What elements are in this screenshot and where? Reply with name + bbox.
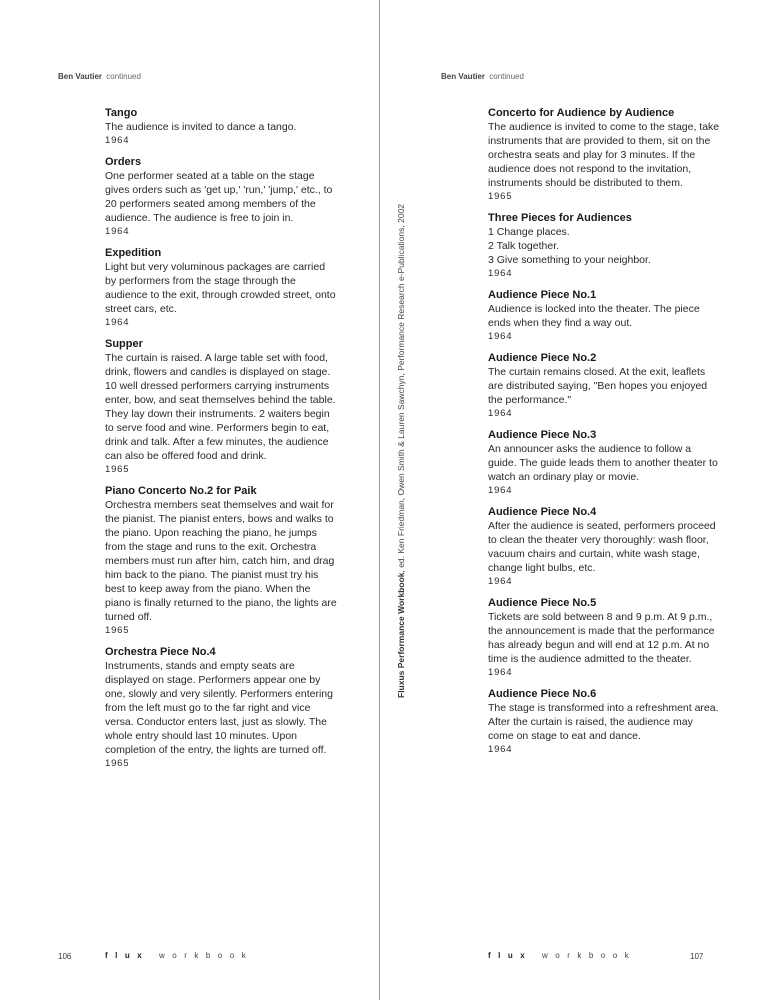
page-number-left: 106	[58, 952, 72, 961]
running-head-right	[441, 72, 524, 81]
piece-year: 1964	[488, 744, 513, 755]
brand-flux: flux	[488, 951, 533, 960]
piece-audience-1	[488, 288, 720, 343]
center-gutter-line	[379, 0, 380, 1000]
piece-title: Audience Piece No.3	[488, 429, 597, 441]
running-head-author: Ben Vautier	[441, 72, 486, 81]
piece-three-pieces	[488, 211, 720, 280]
piece-text: Orchestra members seat themselves and wait for the pianist. The pianist enters, bows and walks to the piano. Upon reaching the piano, he jumps from the stage and runs to the exit. Orchestra members must run after him, catch him, and drag him back to the piano. The pianist must try his best to keep away from the piano. When the piano is finally returned to the piano, the lights are turned off.	[105, 499, 337, 623]
piece-text: The audience is invited to come to the stage, take instruments that are provided to them, sit on the orchestra seats and play for 3 minutes. If the audience does not respond to the invitation, instruments should be distributed to them.	[488, 121, 720, 189]
piece-year: 1964	[105, 135, 130, 146]
left-page-column	[105, 106, 337, 778]
piece-text: Instruments, stands and empty seats are displayed on stage. Performers appear one by one, slowly and very silently. Performers entering from the left must go to the far right and vice versa. Conductor enters last, just as slowly. The whole entry should last 10 minutes. Upon completion of the entry, the lights are turned off.	[105, 660, 333, 756]
piece-supper	[105, 337, 337, 476]
piece-year: 1965	[105, 464, 130, 475]
piece-text: The curtain remains closed. At the exit, leaflets are distributed saying, "Ben hopes you enjoyed the performance."	[488, 366, 708, 406]
piece-line: 2 Talk together.	[488, 240, 560, 252]
spine-book-title: Fluxus Performance Workbook	[396, 572, 406, 698]
footer-brand-left	[105, 951, 253, 960]
piece-title: Orchestra Piece No.4	[105, 646, 216, 658]
piece-year: 1964	[488, 331, 513, 342]
piece-text: One performer seated at a table on the stage gives orders such as 'get up,' 'run,' 'jump,' etc., to 20 performers seated among members of the audience. The audience is free to join in.	[105, 170, 333, 224]
page-number-right: 107	[690, 952, 704, 961]
piece-text: After the audience is seated, performers proceed to clean the theater very thoroughly: wash floor, vacuum chairs and curtain, white wash stage, change light bulbs, etc.	[488, 520, 716, 574]
piece-title: Audience Piece No.5	[488, 597, 597, 609]
piece-title: Orders	[105, 156, 142, 168]
piece-audience-6	[488, 687, 720, 756]
piece-text: Audience is locked into the theater. The piece ends when they find a way out.	[488, 303, 700, 329]
piece-title: Piano Concerto No.2 for Paik	[105, 485, 257, 497]
right-page-column	[488, 106, 720, 764]
piece-audience-3	[488, 428, 720, 497]
piece-title: Audience Piece No.4	[488, 506, 597, 518]
brand-flux: flux	[105, 951, 150, 960]
piece-text: The curtain is raised. A large table set with food, drink, flowers and candles is displayed on stage. 10 well dressed performers carrying instruments enter, bow, and seat themselves behind the table. They lay down their instruments. 2 waiters begin to serve food and wine. Performers begin to eat, drink and talk. After a few minutes, the audience can also be offered food and drink.	[105, 352, 336, 462]
piece-audience-2	[488, 351, 720, 420]
spine-credits: , ed. Ken Friedman, Owen Smith & Lauren Sawchyn, Performance Research e-Publications, 2002	[396, 203, 406, 573]
piece-title: Audience Piece No.2	[488, 352, 597, 364]
spine-citation	[396, 204, 406, 698]
running-head-continued: continued	[489, 72, 524, 81]
running-head-continued: continued	[106, 72, 141, 81]
piece-year: 1964	[488, 408, 513, 419]
piece-line: 3 Give something to your neighbor.	[488, 254, 651, 266]
piece-title: Concerto for Audience by Audience	[488, 107, 675, 119]
piece-title: Audience Piece No.6	[488, 688, 597, 700]
piece-text: Light but very voluminous packages are carried by performers from the stage through the audience to the exit, through crowded street, onto street cars, etc.	[105, 261, 336, 315]
piece-text: An announcer asks the audience to follow a guide. The guide leads them to another theater to watch an ordinary play or movie.	[488, 443, 718, 483]
piece-year: 1964	[105, 226, 130, 237]
footer-brand-right	[488, 951, 636, 960]
brand-workbook: workbook	[158, 951, 254, 960]
piece-year: 1964	[488, 268, 513, 279]
piece-text: The audience is invited to dance a tango.	[105, 121, 297, 133]
piece-line: 1 Change places.	[488, 226, 570, 238]
piece-text: The stage is transformed into a refreshment area. After the curtain is raised, the audience may come on stage to eat and dance.	[488, 702, 719, 742]
running-head-author: Ben Vautier	[58, 72, 103, 81]
piece-text: Tickets are sold between 8 and 9 p.m. At 9 p.m., the announcement is made that the performance has already begun and will end at 12 p.m. At no time is the audience admitted to the theater.	[488, 611, 715, 665]
piece-title: Tango	[105, 107, 138, 119]
running-head-left	[58, 72, 141, 81]
piece-expedition	[105, 246, 337, 329]
piece-year: 1965	[105, 625, 130, 636]
piece-year: 1965	[488, 191, 513, 202]
piece-title: Audience Piece No.1	[488, 289, 597, 301]
piece-orchestra-piece-4	[105, 645, 337, 770]
piece-year: 1965	[105, 758, 130, 769]
brand-workbook: workbook	[541, 951, 637, 960]
piece-concerto-for-audience	[488, 106, 720, 203]
piece-year: 1964	[488, 485, 513, 496]
piece-audience-4	[488, 505, 720, 588]
piece-year: 1964	[488, 667, 513, 678]
piece-year: 1964	[105, 317, 130, 328]
piece-title: Supper	[105, 338, 143, 350]
piece-audience-5	[488, 596, 720, 679]
piece-title: Expedition	[105, 247, 162, 259]
piece-title: Three Pieces for Audiences	[488, 212, 632, 224]
piece-tango	[105, 106, 337, 147]
piece-orders	[105, 155, 337, 238]
piece-piano-concerto	[105, 484, 337, 637]
piece-year: 1964	[488, 576, 513, 587]
